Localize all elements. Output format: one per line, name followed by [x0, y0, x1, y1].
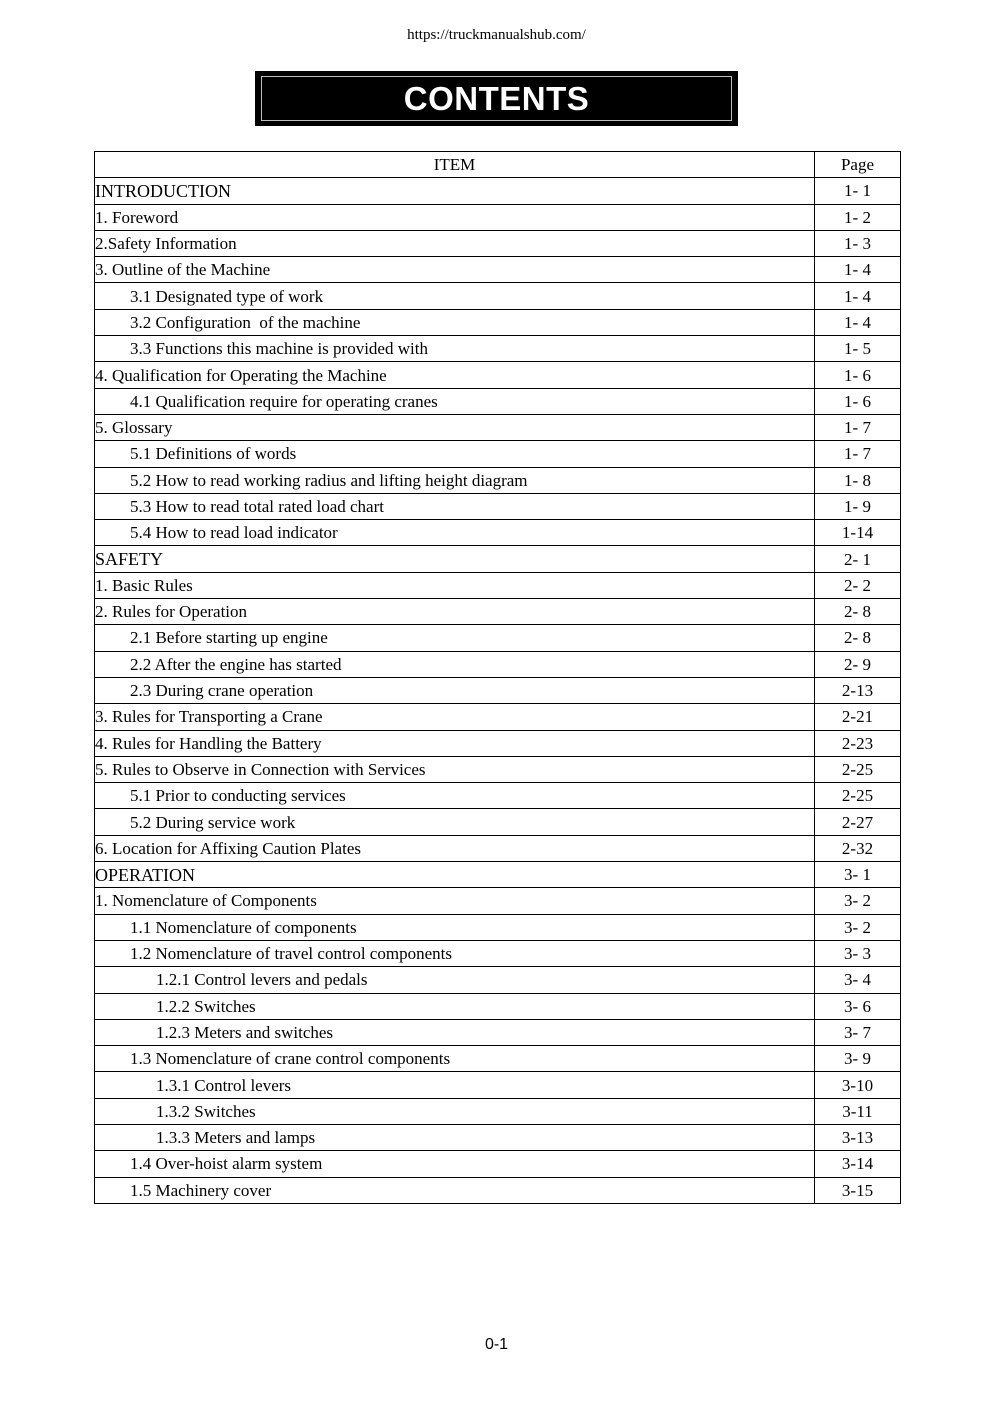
toc-item-title: 3. Rules for Transporting a Crane	[95, 704, 815, 730]
toc-item-title: 5. Glossary	[95, 414, 815, 440]
toc-page-number: 3- 9	[815, 1046, 901, 1072]
toc-page-number: 1- 1	[815, 178, 901, 204]
toc-item-title: 1.2 Nomenclature of travel control components	[95, 940, 815, 966]
toc-page-number: 1- 9	[815, 493, 901, 519]
page-number: 0-1	[484, 1336, 509, 1353]
toc-item-title: 1. Nomenclature of Components	[95, 888, 815, 914]
toc-page-number: 1- 6	[815, 362, 901, 388]
toc-page-number: 3-15	[815, 1177, 901, 1203]
toc-page-number: 2-25	[815, 756, 901, 782]
toc-item-title: 2.Safety Information	[95, 230, 815, 256]
toc-item-title: 3.2 Configuration of the machine	[95, 309, 815, 335]
table-row	[95, 1019, 901, 1045]
toc-item-title: 2. Rules for Operation	[95, 599, 815, 625]
toc-item-title: 1.3.2 Switches	[95, 1098, 815, 1124]
table-row	[95, 862, 901, 888]
table-row	[95, 940, 901, 966]
table-row	[95, 336, 901, 362]
toc-item-title: 1.2.2 Switches	[95, 993, 815, 1019]
table-row	[95, 756, 901, 782]
table-row	[95, 1177, 901, 1203]
toc-section-title: INTRODUCTION	[95, 178, 815, 204]
table-row	[95, 1072, 901, 1098]
toc-item-title: 5.2 During service work	[95, 809, 815, 835]
toc-item-title: 1.3.1 Control levers	[95, 1072, 815, 1098]
toc-item-title: 2.2 After the engine has started	[95, 651, 815, 677]
toc-item-title: 1.5 Machinery cover	[95, 1177, 815, 1203]
toc-page-number: 2-25	[815, 783, 901, 809]
toc-page-number: 1- 5	[815, 336, 901, 362]
toc-item-title: 3.1 Designated type of work	[95, 283, 815, 309]
table-row	[95, 1046, 901, 1072]
table-row	[95, 441, 901, 467]
toc-item-title: 5. Rules to Observe in Connection with Services	[95, 756, 815, 782]
toc-item-title: 4. Rules for Handling the Battery	[95, 730, 815, 756]
table-row	[95, 414, 901, 440]
toc-page-number: 1- 4	[815, 309, 901, 335]
table-row	[95, 388, 901, 414]
toc-page-number: 3-13	[815, 1124, 901, 1150]
toc-page-number: 3-10	[815, 1072, 901, 1098]
toc-section-title: OPERATION	[95, 862, 815, 888]
toc-item-title: 5.1 Definitions of words	[95, 441, 815, 467]
toc-item-title: 5.2 How to read working radius and lifting height diagram	[95, 467, 815, 493]
toc-item-title: 3. Outline of the Machine	[95, 257, 815, 283]
toc-section-title: SAFETY	[95, 546, 815, 572]
toc-page-number: 1- 7	[815, 414, 901, 440]
table-row	[95, 283, 901, 309]
table-row	[95, 309, 901, 335]
toc-page-number: 3-14	[815, 1151, 901, 1177]
toc-page-number: 2-27	[815, 809, 901, 835]
toc-item-title: 5.4 How to read load indicator	[95, 520, 815, 546]
toc-page-number: 1- 7	[815, 441, 901, 467]
table-row	[95, 546, 901, 572]
toc-item-title: 4. Qualification for Operating the Machine	[95, 362, 815, 388]
contents-title-banner	[255, 71, 738, 126]
table-of-contents	[94, 151, 901, 1204]
toc-page-number: 2- 8	[815, 599, 901, 625]
toc-page-number: 1- 3	[815, 230, 901, 256]
table-row	[95, 520, 901, 546]
table-row	[95, 888, 901, 914]
table-row	[95, 730, 901, 756]
toc-item-title: 2.3 During crane operation	[95, 677, 815, 703]
table-header-row	[95, 152, 901, 178]
table-row	[95, 651, 901, 677]
toc-page-number: 1- 8	[815, 467, 901, 493]
toc-page-number: 3- 3	[815, 940, 901, 966]
table-body	[95, 178, 901, 1204]
table-row	[95, 914, 901, 940]
toc-item-title: 5.3 How to read total rated load chart	[95, 493, 815, 519]
toc-page-number: 1- 4	[815, 257, 901, 283]
table-row	[95, 230, 901, 256]
table-row	[95, 1098, 901, 1124]
toc-page-number: 3- 7	[815, 1019, 901, 1045]
title-inner-frame	[261, 76, 732, 121]
table-row	[95, 809, 901, 835]
table-row	[95, 493, 901, 519]
table-row	[95, 572, 901, 598]
toc-item-title: 1.2.1 Control levers and pedals	[95, 967, 815, 993]
item-column-header: ITEM	[95, 152, 815, 178]
table-row	[95, 204, 901, 230]
table-row	[95, 178, 901, 204]
table-row	[95, 599, 901, 625]
toc-page-number: 1- 2	[815, 204, 901, 230]
table-row	[95, 257, 901, 283]
toc-item-title: 1.2.3 Meters and switches	[95, 1019, 815, 1045]
table-row	[95, 993, 901, 1019]
page-title: CONTENTS	[403, 79, 590, 117]
toc-item-title: 5.1 Prior to conducting services	[95, 783, 815, 809]
toc-page-number: 2- 2	[815, 572, 901, 598]
toc-page-number: 3- 2	[815, 914, 901, 940]
toc-page-number: 2-13	[815, 677, 901, 703]
toc-page-number: 3- 2	[815, 888, 901, 914]
toc-page-number: 2- 1	[815, 546, 901, 572]
table-row	[95, 467, 901, 493]
toc-page-number: 3- 1	[815, 862, 901, 888]
toc-page-number: 3- 6	[815, 993, 901, 1019]
table-row	[95, 967, 901, 993]
toc-page-number: 1- 4	[815, 283, 901, 309]
toc-item-title: 1.1 Nomenclature of components	[95, 914, 815, 940]
toc-item-title: 1. Basic Rules	[95, 572, 815, 598]
table-row	[95, 362, 901, 388]
table-row	[95, 704, 901, 730]
source-url: https://truckmanualshub.com/	[407, 27, 586, 43]
toc-page-number: 2-21	[815, 704, 901, 730]
table-row	[95, 677, 901, 703]
toc-page-number: 2- 9	[815, 651, 901, 677]
toc-page-number: 2-23	[815, 730, 901, 756]
toc-item-title: 4.1 Qualification require for operating cranes	[95, 388, 815, 414]
table-row	[95, 1151, 901, 1177]
toc-item-title: 1.4 Over-hoist alarm system	[95, 1151, 815, 1177]
toc-page-number: 1-14	[815, 520, 901, 546]
toc-item-title: 2.1 Before starting up engine	[95, 625, 815, 651]
table-row	[95, 625, 901, 651]
page-column-header: Page	[815, 152, 901, 178]
table-row	[95, 835, 901, 861]
table-row	[95, 783, 901, 809]
toc-item-title: 1.3.3 Meters and lamps	[95, 1124, 815, 1150]
table-row	[95, 1124, 901, 1150]
toc-item-title: 3.3 Functions this machine is provided with	[95, 336, 815, 362]
toc-page-number: 2- 8	[815, 625, 901, 651]
toc-page-number: 1- 6	[815, 388, 901, 414]
toc-item-title: 1.3 Nomenclature of crane control components	[95, 1046, 815, 1072]
toc-page-number: 2-32	[815, 835, 901, 861]
toc-page-number: 3- 4	[815, 967, 901, 993]
toc-page-number: 3-11	[815, 1098, 901, 1124]
toc-item-title: 1. Foreword	[95, 204, 815, 230]
toc-item-title: 6. Location for Affixing Caution Plates	[95, 835, 815, 861]
